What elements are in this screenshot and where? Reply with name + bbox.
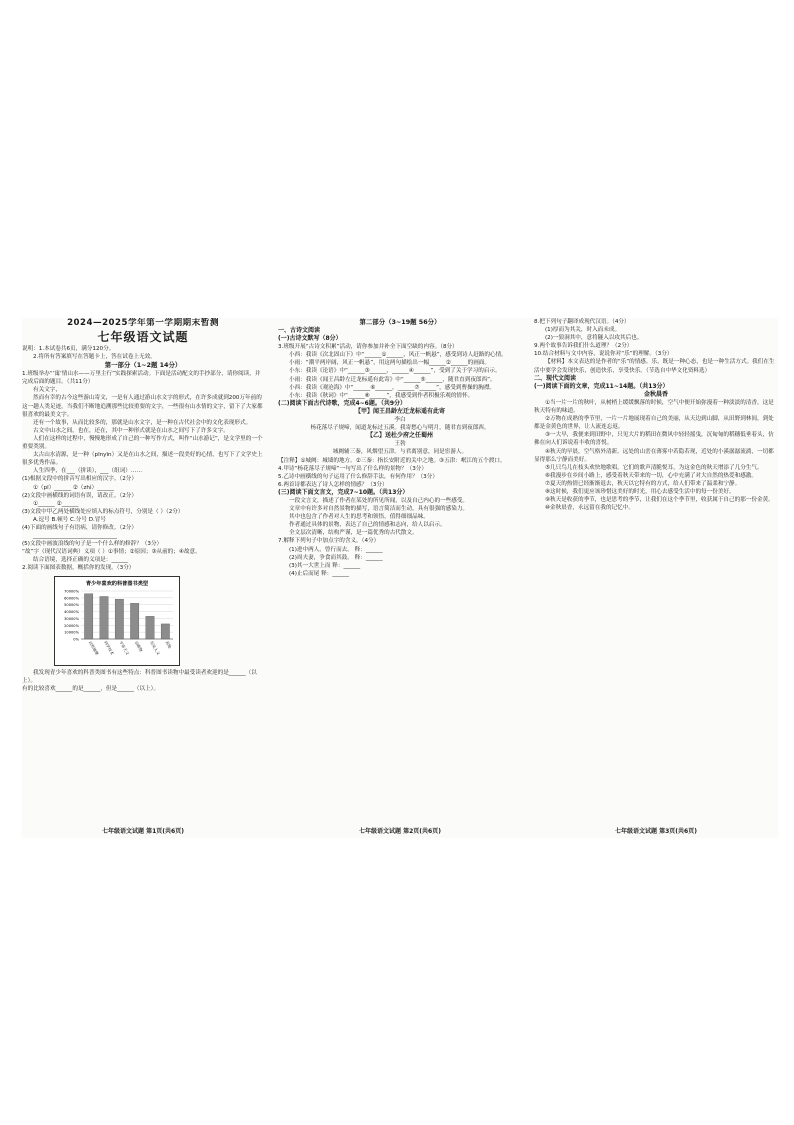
page-1-column bbox=[22, 318, 264, 838]
question-7-item: (1)进中两人，曾行而去。 释：______ bbox=[289, 546, 383, 553]
bar-chart bbox=[54, 576, 180, 666]
x-tick-label: 历史人文 bbox=[149, 639, 162, 656]
answer-line: 我发现青少年喜欢的科普类图书有这些特点：科普图书读物中最受读者欢迎的是______（以上）。 bbox=[22, 669, 257, 684]
section-heading: 一、古诗文阅读 bbox=[278, 327, 321, 334]
bar bbox=[115, 599, 123, 639]
question-line: 4.甲诗“杨花落尽子规啼”一句写出了什么样的景物？（3分） bbox=[278, 465, 427, 472]
prose-line: 文章中有许多对自然景物的描写，语言简洁而生动，具有很强的感染力。 bbox=[289, 506, 469, 513]
subsection-heading: (一)古诗文默写（8分） bbox=[278, 335, 342, 343]
essay-paragraph: ⑨秋天是收获的季节，也是思考的季节，让我们在这个季节里，收获属于自己的那一份金黄。 bbox=[545, 497, 774, 504]
question-10-prompt: 10.结合材料与文中内容，说说你对“乐”的理解。（3分） bbox=[534, 351, 673, 358]
dialogue-line: 小西：我读《次北固山下》中“______①______，风正一帆悬”，感受到诗人赶路的心情。 bbox=[289, 352, 507, 359]
section-heading: 二、现代文阅读 bbox=[534, 374, 577, 382]
passage-line: 古文中山水之间，也在，还在，其中一种形式就是在山水之间写下了许多文字。 bbox=[33, 427, 229, 434]
question-3-prompt: 3.班级开展“古诗文积累”活动，请你参加并补全下面空缺的内容。（8分） bbox=[278, 344, 458, 351]
y-tick-label: 50000% bbox=[64, 602, 79, 607]
exam-title: 七年级语文试题 bbox=[97, 330, 189, 344]
year-title: 2024—2025学年第一学期期末暂测 bbox=[67, 318, 219, 328]
y-tick-label: 20000% bbox=[64, 623, 79, 628]
subquestion: ①（pī）______ ②（zhì）______ bbox=[33, 484, 114, 491]
bar bbox=[100, 596, 108, 639]
poem-b-author: 王勃 bbox=[394, 441, 406, 448]
bar-chart-svg bbox=[55, 577, 179, 665]
subquestion: ①______ ②______ bbox=[33, 500, 79, 507]
question-line: 6.两首诗都表达了诗人怎样的情感？（3分） bbox=[278, 481, 388, 488]
passage-line: 人们在这样的过程中，慢慢地形成了自己的一种写作方式，叫作“山水游记”，是文学里的一个重要类别。 bbox=[22, 435, 263, 451]
page-footer: 七年级语文试题 第3页(共6页) bbox=[615, 827, 697, 835]
subquestion: (4)下面的画线句子有语病，请你修改。（2分） bbox=[22, 524, 137, 531]
answer-line: 有的比较喜欢______的是______，但是______（以上）。 bbox=[22, 685, 160, 692]
prose-line: 全文层次清晰，结构严谨，是一篇优秀的古代散文。 bbox=[289, 530, 418, 537]
subquestion: (5)文段中画波浪线的句子是一个什么样的修辞？（3分） bbox=[22, 541, 163, 548]
essay-paragraph: ③一大早，我便来到田野中，只见大片的稻田在微风中轻轻摇曳，沉甸甸的稻穗低垂着头，仿佛在向人们诉说着丰收的喜悦。 bbox=[534, 432, 774, 447]
bar bbox=[146, 616, 154, 639]
essay-paragraph: ⑧这时候，我们更应该珍惜这美好的时光，用心去感受生活中的每一份美好。 bbox=[545, 488, 735, 495]
y-tick-label: 60000% bbox=[64, 595, 79, 600]
note-line: 说明：1.本试卷共6页，满分120分。 bbox=[22, 346, 115, 352]
bar bbox=[84, 593, 92, 638]
poem-b-text: 城阙辅三秦，风烟望五津。与君离别意，同是宦游人。 bbox=[332, 449, 468, 456]
exam-sheet bbox=[22, 318, 778, 838]
y-tick-label: 40000% bbox=[64, 609, 79, 614]
dialogue-line: 小东：我读《论语》中“______③______，______④______”，受到了关于学习的启示。 bbox=[289, 368, 501, 375]
passage-line: 人生四季，在___（拼读），___（组词）…… bbox=[33, 468, 143, 475]
y-tick-label: 10000% bbox=[64, 630, 79, 635]
page-footer: 七年级语文试题 第1页(共6页) bbox=[102, 827, 184, 835]
y-tick-label: 0% bbox=[73, 637, 79, 642]
question-7-prompt: 7.解释下列句子中加点字的含义。（4分） bbox=[278, 538, 380, 545]
subquestion: (3)文段中甲乙两处横线处应填入的标点符号，分别是（ ）（2分） bbox=[22, 508, 184, 515]
x-tick-label: 其他 bbox=[164, 639, 173, 649]
dialogue-line: 小雨：我读《闻王昌龄左迁龙标遥有此寄》中“______⑤______，随君直到夜郎西”。 bbox=[289, 376, 496, 383]
passage-line: 然而有幸的古今这些游山寄文，一是有人通过游山水文字的形式，在许多成就到200万年前的这一趟人类足迹，当我们不断地追溯那些比较重要的文字，一些很有山水情的文字，留下了大家都很喜欢的最美文字。 bbox=[22, 395, 263, 418]
bar bbox=[161, 623, 169, 638]
passage-line: 太古山水清源，是一种（pīnyīn）又是在山水之间，描述一段美好的心情，也写下了文学史上很多优秀作品。 bbox=[22, 452, 263, 467]
prose-line: 作者通过具体的景物，表达了自己的情感和志向，给人以启示。 bbox=[289, 522, 446, 529]
y-tick-label: 30000% bbox=[64, 616, 79, 621]
subquestion: 结合语境，选择正确的义项是：______ bbox=[33, 557, 129, 564]
subquestion: ______________________________ bbox=[33, 533, 117, 540]
page-footer: 七年级语文试题 第2页(共6页) bbox=[359, 827, 441, 835]
x-tick-label: 宇宙天文 bbox=[118, 639, 131, 656]
subquestion: A.逗号 B.顿号 C.分号 D.冒号 bbox=[33, 516, 106, 523]
question-9-prompt: 9.两个故事告诉我们什么道理？（2分） bbox=[534, 343, 633, 350]
subsection-heading: (一)阅读下面的文章，完成11~14题。（共13分） bbox=[534, 382, 669, 390]
subquestion: “故”字（现代汉语词典）义项（ ）①事情；②原因；③从前的；④故意。 bbox=[22, 549, 201, 556]
question-line: 5.乙诗中画横线的句子运用了什么修辞手法，有何作用？（3分） bbox=[278, 473, 438, 480]
poem-a-text: 杨花落尽子规啼，闻道龙标过五溪。我寄愁心与明月，随君直到夜郎西。 bbox=[310, 425, 490, 432]
essay-paragraph: ⑦夏天的热情已经渐渐退去，秋天以它特有的方式，给人们带来了温柔和宁静。 bbox=[545, 480, 741, 487]
essay-title: 金秋晨香 bbox=[643, 390, 668, 398]
part2-heading: 第二部分（3~19题 56分） bbox=[359, 318, 441, 326]
essay-paragraph: ④秋天的早晨，空气格外清新。远处的山峦在薄雾中若隐若现，近处的小溪潺潺流淌，一切都显得那么宁静而美好。 bbox=[534, 448, 774, 463]
bar bbox=[130, 603, 138, 639]
question-7-item: (4)止后而尾 释：______ bbox=[289, 570, 350, 577]
page-2-column bbox=[278, 318, 522, 838]
dialogue-line: 小西：我读《观沧海》中“______⑥______，______⑦______”，感受到曹操的胸襟。 bbox=[289, 384, 496, 391]
prose-line: 一段文言文，描述了作者在某处的所见所闻，以及自己内心的一些感受。 bbox=[289, 497, 469, 504]
chart-title: 青少年喜欢的科普图书类型 bbox=[85, 580, 149, 587]
note-line: 2.将所有答案填写在答题卡上，答在试卷上无效。 bbox=[33, 354, 156, 361]
page-3-column bbox=[534, 318, 778, 838]
y-tick-label: 70000% bbox=[64, 589, 79, 594]
part1-heading: 第一部分（1~2题 14分） bbox=[104, 361, 182, 370]
passage-line: 还有一个故事，从而比较多的，那就是山水文字，是一种在古代社会中的文化表现形式。 bbox=[33, 419, 252, 426]
question-7-item: (3)其一大世上而 释：______ bbox=[289, 562, 361, 569]
essay-paragraph: ⑤几只鸟儿在枝头欢快地歌唱，它们的歌声清脆悦耳，为这金色的秋天增添了几分生气。 bbox=[545, 464, 763, 471]
question-2-prompt: 2.阅读下面图表数据，概括你的发现。（3分） bbox=[22, 565, 135, 572]
question-8-prompt: 8.把下列句子翻译成现代汉语。（4分） bbox=[534, 319, 630, 325]
subquestion: (2)文段中画横线的词语有误，请改正。（2分） bbox=[22, 492, 137, 499]
dialogue-line: 小东：我读《秋词》中“______⑧______”，我感受到作者积极乐观的情怀。 bbox=[289, 392, 474, 399]
x-tick-label: 动植物 bbox=[133, 639, 144, 652]
question-8-item: (2)一狼洞其中，意将隧入以攻其后也。 bbox=[545, 335, 643, 342]
poem-a-author: 李白 bbox=[394, 417, 406, 424]
subsection-heading: (三)阅读下面文言文，完成7~10题。（共13分） bbox=[278, 488, 409, 496]
annotation-line: 【注释】①城阙：城墙的地方。②三秦：指长安附近的关中之地。③五津：岷江的五个渡口。 bbox=[278, 457, 506, 464]
prose-line: 其中也包含了作者对人生的思考和领悟，值得细细品味。 bbox=[289, 514, 429, 521]
question-7-item: (2)周夫妻，争食而其鼓。 释：______ bbox=[289, 554, 383, 561]
question-1-prompt: 1.班级举办“‘寓’情山水——万里主行”实践探索活动。下面是活动配文的手抄部分，请你阅读，并完成后面的题目。（共11分） bbox=[22, 371, 261, 386]
dialogue-line: 小雨：“潮平两岸阔，风正一帆悬”，用这两句描绘出一幅______②______的画面。 bbox=[289, 360, 490, 367]
essay-paragraph: ②万物在成熟的季节里，一片一片地展现着自己的美丽，从天边到山脚，从田野到林间，到处都是金黄色的世界，让人流连忘返。 bbox=[534, 416, 774, 431]
subsection-heading: (二)阅读下面古代诗歌，完成4~6题。（共9分） bbox=[278, 399, 407, 407]
x-tick-label: 自然地理 bbox=[87, 639, 100, 656]
material-text: 【材料】本文表达的是作者的“乐”的情感。乐，既是一种心态，也是一种生活方式。我们在生活中要学会发现快乐，创造快乐，享受快乐。（节选自中华文化资料选） bbox=[534, 359, 775, 374]
x-tick-label: 科学技术 bbox=[103, 639, 116, 656]
question-8-item: (1)厚而为其关，时入而未成。 bbox=[545, 327, 621, 334]
poem-a-title: 【甲】闻王昌龄左迁龙标遥有此寄 bbox=[354, 407, 445, 415]
poem-b-title: 【乙】送杜少府之任蜀州 bbox=[366, 432, 433, 440]
essay-paragraph: ⑩金秋晨香，永远留在我的记忆中。 bbox=[545, 505, 634, 512]
passage-line: 有关文字， bbox=[33, 387, 61, 394]
essay-paragraph: ⑥我漫步在乡间小路上，感受着秋天带来的一切，心中充满了对大自然的热爱和感激。 bbox=[545, 472, 757, 479]
subquestion: (1)根据文段中的拼音写出相应的汉字。（2分） bbox=[22, 476, 137, 483]
essay-paragraph: ①当一片一片的秋叶，从树梢上缓缓飘落的时候，空气中便开始弥漫着一种淡淡的清香，这是秋天特有的味道。 bbox=[534, 399, 774, 415]
